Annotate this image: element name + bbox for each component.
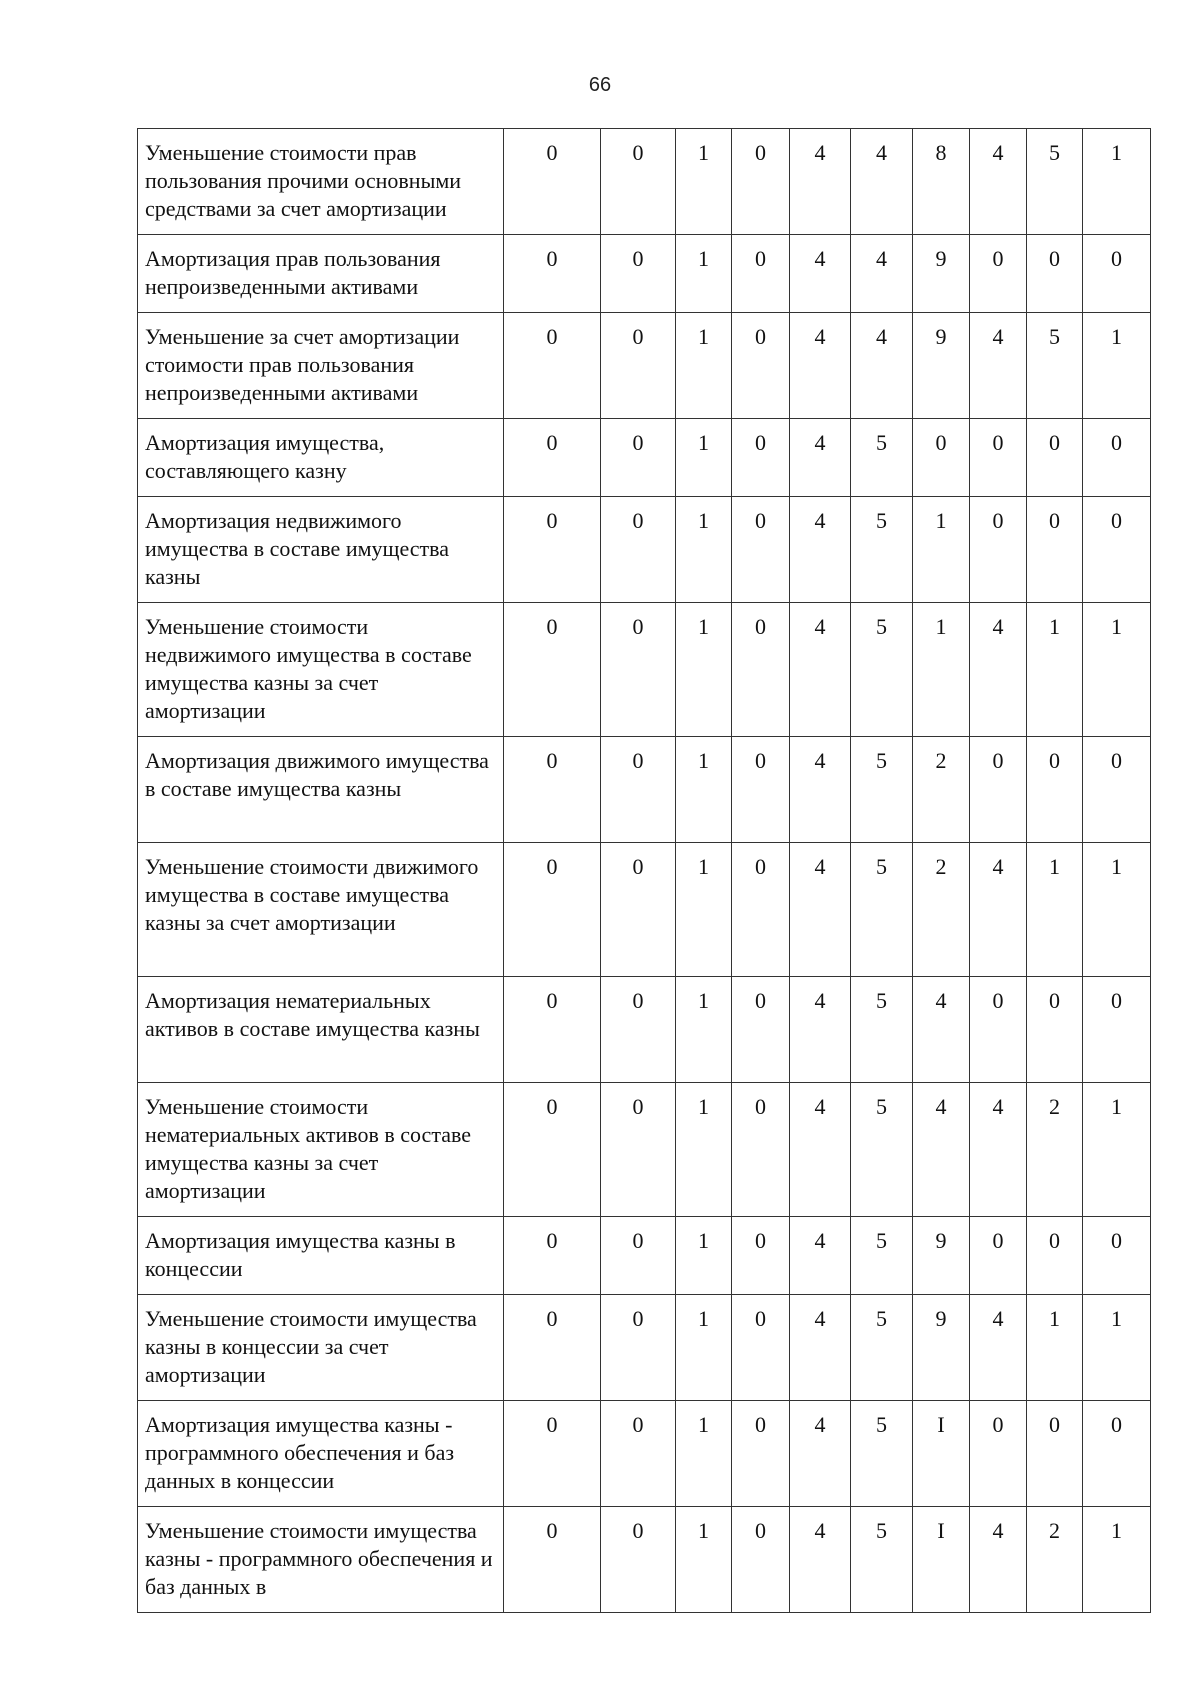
code-digit: 0 (732, 1083, 790, 1217)
code-digit: 4 (790, 1295, 851, 1401)
code-digit: 0 (601, 313, 676, 419)
code-digit: 5 (851, 1083, 913, 1217)
code-digit: 0 (601, 1217, 676, 1295)
code-digit: 0 (1083, 235, 1151, 313)
code-digit: 0 (1083, 1217, 1151, 1295)
code-digit: 5 (851, 497, 913, 603)
code-digit: 0 (1027, 235, 1083, 313)
code-digit: 1 (1083, 313, 1151, 419)
code-digit: 0 (504, 737, 601, 843)
table-row (138, 843, 1151, 977)
code-digit: 0 (601, 497, 676, 603)
code-digit: 9 (913, 313, 970, 419)
code-digit: 0 (504, 419, 601, 497)
code-digit: 0 (732, 843, 790, 977)
code-digit: 1 (676, 235, 732, 313)
code-digit: 0 (601, 129, 676, 235)
code-digit: 4 (790, 1507, 851, 1613)
code-digit: 0 (601, 977, 676, 1083)
code-digit: 1 (1083, 1083, 1151, 1217)
code-digit: 4 (913, 1083, 970, 1217)
code-digit: 8 (913, 129, 970, 235)
code-digit: 4 (790, 313, 851, 419)
code-digit: 0 (1027, 497, 1083, 603)
code-digit: 0 (913, 419, 970, 497)
row-description: Амортизация нематериальных активов в составе имущества казны (138, 977, 504, 1083)
table-row (138, 497, 1151, 603)
code-digit: 4 (851, 235, 913, 313)
table-row (138, 1295, 1151, 1401)
code-digit: 0 (1027, 737, 1083, 843)
code-digit: 0 (504, 843, 601, 977)
code-digit: 5 (851, 1401, 913, 1507)
code-digit: 0 (504, 1083, 601, 1217)
row-description: Уменьшение стоимости движимого имущества в составе имущества казны за счет амортизации (138, 843, 504, 977)
code-digit: 1 (676, 129, 732, 235)
code-digit: 0 (732, 1401, 790, 1507)
code-digit: 0 (504, 129, 601, 235)
code-digit: 1 (1027, 1295, 1083, 1401)
code-digit: 9 (913, 235, 970, 313)
code-digit: 1 (676, 1217, 732, 1295)
code-digit: 0 (1083, 977, 1151, 1083)
code-digit: 0 (601, 1507, 676, 1613)
table-row (138, 1507, 1151, 1613)
code-digit: 0 (732, 1295, 790, 1401)
code-digit: 1 (1027, 603, 1083, 737)
code-digit: 1 (676, 977, 732, 1083)
table-row (138, 419, 1151, 497)
code-digit: 0 (601, 1295, 676, 1401)
code-digit: 0 (1027, 977, 1083, 1083)
row-description: Уменьшение стоимости нематериальных активов в составе имущества казны за счет амортизации (138, 1083, 504, 1217)
code-digit: 1 (676, 497, 732, 603)
code-digit: 2 (1027, 1507, 1083, 1613)
code-digit: 0 (504, 235, 601, 313)
table-row (138, 977, 1151, 1083)
table-row (138, 313, 1151, 419)
code-digit: 4 (790, 129, 851, 235)
code-digit: 0 (601, 603, 676, 737)
code-digit: 0 (970, 1401, 1027, 1507)
code-digit: 4 (970, 843, 1027, 977)
code-digit: 0 (732, 1507, 790, 1613)
code-digit: 1 (913, 497, 970, 603)
code-digit: 0 (732, 419, 790, 497)
code-digit: 0 (504, 1401, 601, 1507)
code-digit: 0 (504, 603, 601, 737)
code-digit: 5 (851, 603, 913, 737)
code-digit: 4 (851, 313, 913, 419)
code-digit: 4 (790, 419, 851, 497)
code-digit: 1 (676, 737, 732, 843)
code-digit: 0 (504, 497, 601, 603)
code-digit: 9 (913, 1295, 970, 1401)
code-digit: 4 (970, 313, 1027, 419)
code-digit: 0 (732, 737, 790, 843)
page-number: 66 (588, 74, 612, 96)
code-digit: 1 (1027, 843, 1083, 977)
code-digit: 0 (970, 497, 1027, 603)
code-digit: 0 (601, 843, 676, 977)
code-digit: 4 (790, 977, 851, 1083)
code-digit: 0 (732, 1217, 790, 1295)
row-description: Амортизация имущества казны в концессии (138, 1217, 504, 1295)
code-digit: 4 (970, 129, 1027, 235)
code-digit: 0 (970, 419, 1027, 497)
code-digit: 2 (1027, 1083, 1083, 1217)
code-digit: 0 (732, 497, 790, 603)
row-description: Амортизация недвижимого имущества в составе имущества казны (138, 497, 504, 603)
code-digit: 5 (851, 843, 913, 977)
code-digit: 2 (913, 843, 970, 977)
table-row (138, 737, 1151, 843)
code-digit: 0 (601, 1083, 676, 1217)
code-digit: 0 (1083, 497, 1151, 603)
code-digit: 1 (676, 419, 732, 497)
row-description: Уменьшение стоимости имущества казны - программного обеспечения и баз данных в (138, 1507, 504, 1613)
code-digit: 0 (504, 313, 601, 419)
code-digit: 4 (790, 1217, 851, 1295)
code-digit: 4 (970, 1507, 1027, 1613)
table-row (138, 1401, 1151, 1507)
code-digit: 5 (851, 1295, 913, 1401)
code-digit: 1 (1083, 1295, 1151, 1401)
table-row (138, 1083, 1151, 1217)
code-digit: 1 (1083, 603, 1151, 737)
code-digit: 2 (913, 737, 970, 843)
code-digit: I (913, 1401, 970, 1507)
code-digit: 1 (913, 603, 970, 737)
row-description: Уменьшение за счет амортизации стоимости прав пользования непроизведенными активами (138, 313, 504, 419)
code-digit: 1 (1083, 129, 1151, 235)
code-digit: 0 (601, 235, 676, 313)
code-digit: 0 (1027, 1217, 1083, 1295)
code-digit: 0 (601, 419, 676, 497)
table-row (138, 129, 1151, 235)
code-digit: 5 (851, 977, 913, 1083)
code-digit: 1 (676, 603, 732, 737)
code-digit: 5 (851, 1507, 913, 1613)
code-digit: 5 (851, 1217, 913, 1295)
code-digit: 4 (970, 603, 1027, 737)
code-digit: 0 (504, 1217, 601, 1295)
row-description: Амортизация имущества казны - программного обеспечения и баз данных в концессии (138, 1401, 504, 1507)
code-digit: 0 (732, 235, 790, 313)
account-codes-table (137, 128, 1151, 1613)
code-digit: 0 (1083, 419, 1151, 497)
code-digit: 4 (790, 1401, 851, 1507)
code-digit: 4 (970, 1295, 1027, 1401)
row-description: Уменьшение стоимости недвижимого имущества в составе имущества казны за счет амортизации (138, 603, 504, 737)
code-digit: 4 (913, 977, 970, 1083)
code-digit: 4 (790, 497, 851, 603)
code-digit: 0 (732, 313, 790, 419)
table-row (138, 1217, 1151, 1295)
code-digit: 0 (732, 603, 790, 737)
code-digit: 0 (504, 1507, 601, 1613)
row-description: Амортизация имущества, составляющего казну (138, 419, 504, 497)
code-digit: 4 (790, 843, 851, 977)
code-digit: 0 (601, 737, 676, 843)
code-digit: 0 (970, 737, 1027, 843)
code-digit: 5 (851, 419, 913, 497)
code-digit: 0 (970, 977, 1027, 1083)
code-digit: 4 (851, 129, 913, 235)
row-description: Амортизация прав пользования непроизведенными активами (138, 235, 504, 313)
code-digit: 4 (970, 1083, 1027, 1217)
code-digit: 1 (676, 1295, 732, 1401)
code-digit: 5 (1027, 313, 1083, 419)
code-digit: 0 (1027, 419, 1083, 497)
code-digit: 1 (676, 1401, 732, 1507)
code-digit: 0 (504, 977, 601, 1083)
code-digit: 0 (732, 129, 790, 235)
code-digit: 1 (1083, 1507, 1151, 1613)
code-digit: 1 (676, 313, 732, 419)
code-digit: 5 (851, 737, 913, 843)
code-digit: 4 (790, 235, 851, 313)
code-digit: 0 (601, 1401, 676, 1507)
code-digit: 4 (790, 737, 851, 843)
code-digit: 5 (1027, 129, 1083, 235)
row-description: Уменьшение стоимости имущества казны в концессии за счет амортизации (138, 1295, 504, 1401)
code-digit: 0 (1083, 1401, 1151, 1507)
row-description: Амортизация движимого имущества в составе имущества казны (138, 737, 504, 843)
row-description: Уменьшение стоимости прав пользования прочими основными средствами за счет амортизации (138, 129, 504, 235)
code-digit: 1 (676, 1507, 732, 1613)
code-digit: 1 (1083, 843, 1151, 977)
code-digit: 1 (676, 1083, 732, 1217)
table-body (138, 129, 1151, 1613)
code-digit: 0 (1083, 737, 1151, 843)
table-row (138, 235, 1151, 313)
code-digit: 4 (790, 603, 851, 737)
code-digit: 0 (970, 235, 1027, 313)
code-digit: 4 (790, 1083, 851, 1217)
code-digit: 0 (504, 1295, 601, 1401)
code-digit: 0 (1027, 1401, 1083, 1507)
code-digit: 0 (970, 1217, 1027, 1295)
table-row (138, 603, 1151, 737)
code-digit: 9 (913, 1217, 970, 1295)
code-digit: I (913, 1507, 970, 1613)
code-digit: 0 (732, 977, 790, 1083)
code-digit: 1 (676, 843, 732, 977)
